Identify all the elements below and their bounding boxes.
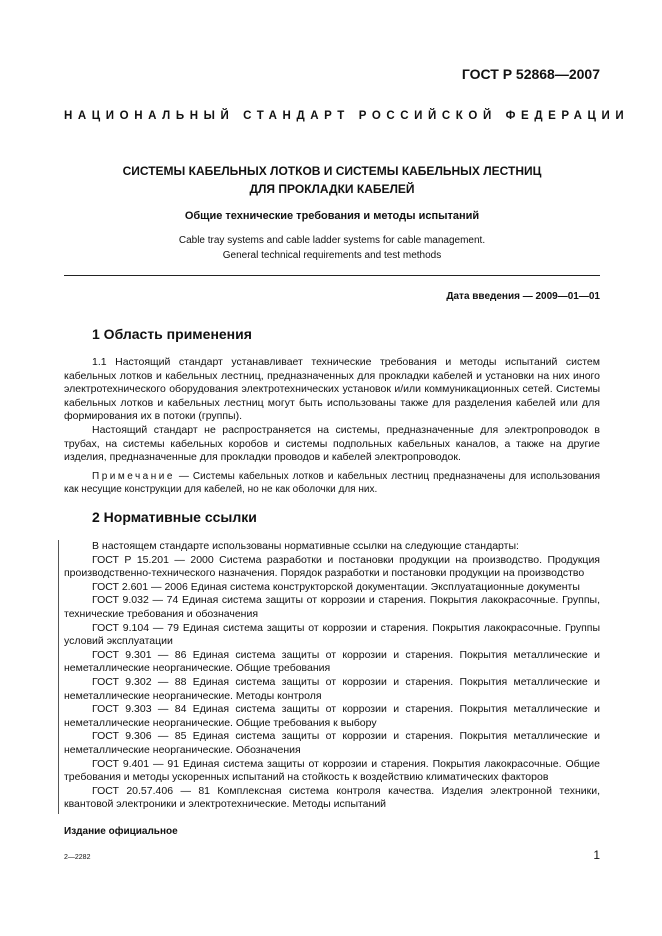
reference-item: ГОСТ 2.601 — 2006 Единая система конструкторской документации. Эксплуатационные документы	[92, 580, 580, 593]
section-1-paragraph-1: 1.1 Настоящий стандарт устанавливает технические требования и методы испытаний систем кабельных лотков и кабельных лестниц, предназначенных для прокладки кабелей и установки на них иного электротехнического оборудования электротехнических установок и/или коммуникационных сетей. Системы кабельных лотков и кабельных лестниц могут быть использованы также для разделения кабелей или для формирования их в потоки (группы).	[64, 356, 600, 423]
reference-item: ГОСТ 20.57.406 — 81 Комплексная система контроля качества. Изделия электронной техники, квантовой электроники и электротехнические. Методы испытаний	[64, 784, 600, 811]
reference-item: ГОСТ Р 15.201 — 2000 Система разработки и постановки продукции на производство. Продукция производственно-технического назначения. Порядок разработки и постановки продукции на производство	[64, 553, 600, 580]
english-title-line-2: General technical requirements and test methods	[222, 250, 442, 261]
official-edition-label: Издание официальное	[64, 826, 178, 837]
document-number: ГОСТ Р 52868—2007	[461, 66, 600, 82]
page-number: 1	[593, 848, 600, 862]
title-line-1: СИСТЕМЫ КАБЕЛЬНЫХ ЛОТКОВ И СИСТЕМЫ КАБЕЛЬНЫХ ЛЕСТНИЦ	[122, 164, 542, 178]
section-2-heading: 2 Нормативные ссылки	[92, 509, 257, 525]
revision-bar	[58, 540, 59, 814]
section-1-paragraph-2: Настоящий стандарт не распространяется на системы, предназначенные для электропроводок в трубах, на системы кабельных коробов и системы подпольных кабельных каналов, а также на другие изделия, предназначенные для прокладки проводов и кабелей электропроводок.	[64, 423, 600, 464]
references-list	[64, 540, 600, 812]
horizontal-rule	[64, 275, 600, 276]
title-block	[64, 162, 600, 263]
note-label: Примечание	[92, 470, 175, 482]
subtitle: Общие технические требования и методы испытаний	[184, 210, 480, 222]
references-intro: В настоящем стандарте использованы нормативные ссылки на следующие стандарты:	[92, 540, 519, 552]
reference-item: ГОСТ 9.104 — 79 Единая система защиты от коррозии и старения. Покрытия лакокрасочные. Группы условий эксплуатации	[64, 621, 600, 648]
english-title	[64, 233, 600, 263]
print-code: 2—2282	[64, 854, 91, 861]
reference-item: ГОСТ 9.306 — 85 Единая система защиты от коррозии и старения. Покрытия металлические и неметаллические неорганические. Обозначения	[64, 730, 600, 756]
reference-item: ГОСТ 9.302 — 88 Единая система защиты от коррозии и старения. Покрытия металлические и неметаллические неорганические. Методы контроля	[64, 675, 600, 702]
note-text: — Системы кабельных лотков и кабельных лестниц предназначены для использования как несущие конструкции для кабелей, но не как оболочки для них.	[64, 470, 600, 495]
section-1-heading: 1 Область применения	[92, 326, 252, 342]
introduction-date: Дата введения — 2009—01—01	[446, 291, 600, 302]
national-standard-heading: НАЦИОНАЛЬНЫЙ СТАНДАРТ РОССИЙСКОЙ ФЕДЕРАЦИИ	[64, 110, 630, 122]
section-1-note	[64, 471, 600, 497]
section-1-body	[64, 356, 600, 496]
reference-item: ГОСТ 9.401 — 91 Единая система защиты от коррозии и старения. Покрытия лакокрасочные. Общие требования и методы ускоренных испытаний на стойкость к воздействию климатических факторов	[64, 757, 600, 784]
reference-item: ГОСТ 9.032 — 74 Единая система защиты от коррозии и старения. Покрытия лакокрасочные. Группы, технические требования и обозначения	[64, 594, 600, 620]
reference-item: ГОСТ 9.301 — 86 Единая система защиты от коррозии и старения. Покрытия металлические и неметаллические неорганические. Общие требования	[64, 648, 600, 675]
title-line-2: ДЛЯ ПРОКЛАДКИ КАБЕЛЕЙ	[249, 182, 415, 196]
reference-item: ГОСТ 9.303 — 84 Единая система защиты от коррозии и старения. Покрытия металлические и неметаллические неорганические. Общие требования к выбору	[64, 703, 600, 729]
english-title-line-1: Cable tray systems and cable ladder systems for cable management.	[178, 235, 486, 246]
